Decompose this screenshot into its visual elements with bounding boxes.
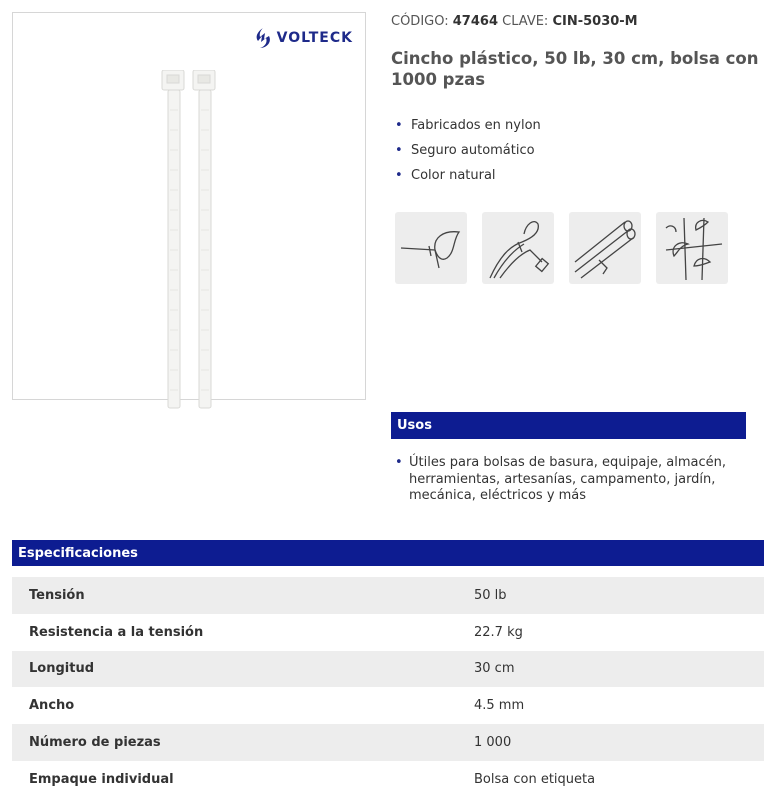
brand-logo [253,27,353,49]
product-code: 47464 [452,14,498,29]
table-row [12,614,764,651]
code-label: CÓDIGO: [391,14,449,29]
plant-vine-icon [656,212,728,284]
table-row [12,724,764,761]
uses-icon-row [395,212,728,284]
spec-value: 22.7 kg [474,624,523,640]
spec-value: 4.5 mm [474,698,525,714]
table-row [12,577,764,614]
pipes-tie-icon [569,212,641,284]
product-image-box [12,12,366,400]
spec-value: 1 000 [474,724,764,761]
spec-value: 30 cm [474,651,764,688]
table-row [12,761,764,794]
feature-item: • Color natural [395,166,541,191]
product-key: CIN-5030-M [552,14,638,29]
spec-key: Ancho [29,698,75,714]
table-row [12,687,764,724]
spec-key: Número de piezas [12,724,474,761]
spec-value: 50 lb [474,577,764,614]
spec-key: Resistencia a la tensión [29,624,204,640]
product-codes [391,14,638,29]
spec-value: Bolsa con etiqueta [474,771,596,787]
spec-key: Empaque individual [29,771,174,787]
specs-table [12,577,764,794]
brand-name: VOLTECK [276,30,353,46]
cable-bundle-icon [482,212,554,284]
spec-key: Longitud [12,651,474,688]
key-label: CLAVE: [502,14,549,29]
product-title: Cincho plástico, 50 lb, 30 cm, bolsa con 1000 pzas [391,49,759,89]
specs-header: Especificaciones [12,540,764,566]
usos-text: • Útiles para bolsas de basura, equipaje, almacén, herramientas, artesanías, campamento, jardín, mecánica, eléctricos y más [395,455,755,505]
feature-item: • Seguro automático [395,141,541,166]
volteck-logo-icon [253,27,273,49]
usos-header: Usos [391,412,746,439]
flower-tie-icon [395,212,467,284]
table-row [12,651,764,688]
feature-item: • Fabricados en nylon [395,116,541,141]
spec-key: Tensión [12,577,474,614]
feature-list [395,116,541,191]
product-photo [161,70,221,410]
